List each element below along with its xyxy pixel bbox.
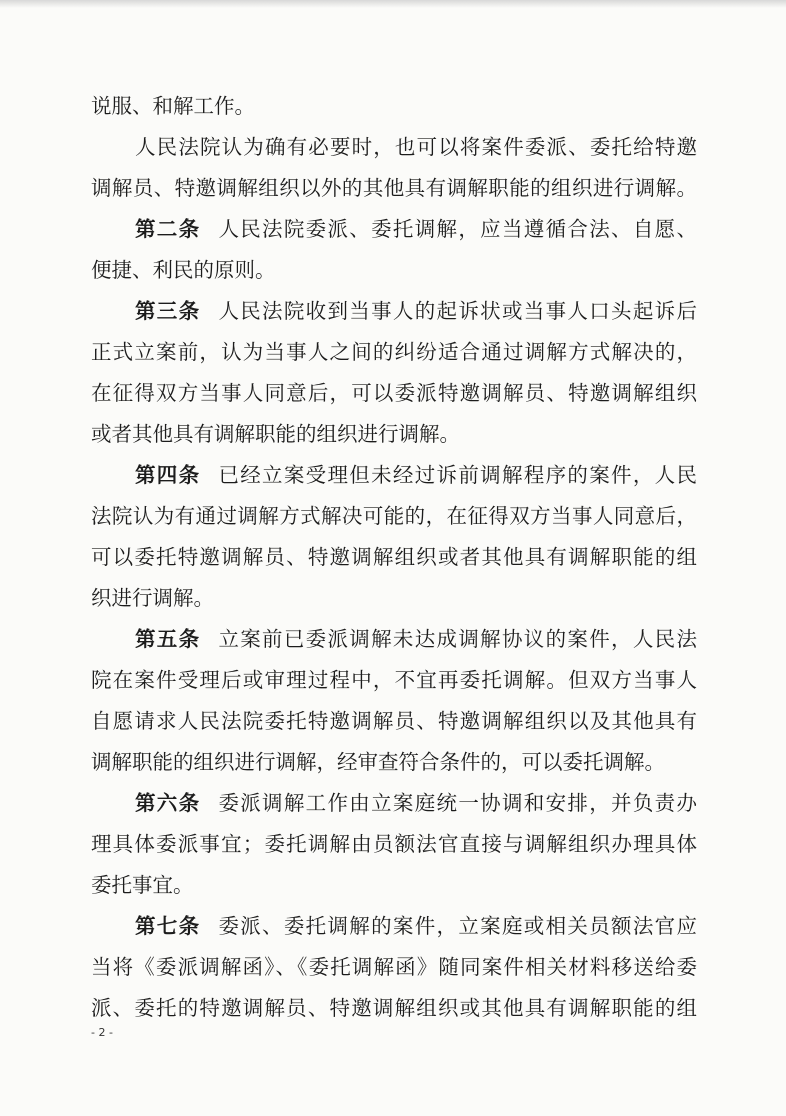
page-number: - 2 - (91, 1026, 113, 1039)
article-line: 第三条 人民法院收到当事人的起诉状或当事人口头起诉后 (135, 299, 697, 323)
text-line: 自愿请求人民法院委托特邀调解员、特邀调解组织以及其他具有 (91, 709, 697, 733)
text-line: 理具体委派事宜；委托调解由员额法官直接与调解组织办理具体 (91, 832, 697, 856)
text-line: 法院认为有通过调解方式解决可能的，在征得双方当事人同意后， (91, 504, 697, 528)
article-line: 第五条 立案前已委派调解未达成调解协议的案件，人民法 (135, 627, 697, 651)
text-line: 人民法院认为确有必要时，也可以将案件委派、委托给特邀 (135, 135, 697, 159)
text-line: 院在案件受理后或审理过程中，不宜再委托调解。但双方当事人 (91, 668, 697, 692)
scan-top-edge (0, 0, 786, 8)
article-line: 第六条 委派调解工作由立案庭统一协调和安排，并负责办 (135, 791, 697, 815)
article-line: 第四条 已经立案受理但未经过诉前调解程序的案件，人民 (135, 463, 697, 487)
text-line: 调解员、特邀调解组织以外的其他具有调解职能的组织进行调解。 (91, 176, 697, 200)
article-line: 第二条 人民法院委派、委托调解，应当遵循合法、自愿、 (135, 217, 697, 241)
article-heading: 第五条 (135, 627, 201, 651)
text-line: 派、委托的特邀调解员、特邀调解组织或其他具有调解职能的组 (91, 996, 697, 1020)
text-line: 便捷、利民的原则。 (91, 258, 276, 282)
text-line: 正式立案前，认为当事人之间的纠纷适合通过调解方式解决的， (91, 340, 697, 364)
text-line: 调解职能的组织进行调解，经审查符合条件的，可以委托调解。 (91, 750, 665, 774)
article-heading: 第四条 (135, 463, 201, 487)
article-heading: 第二条 (135, 217, 201, 241)
text-line: 说服、和解工作。 (91, 94, 255, 118)
text-line: 当将《委派调解函》、《委托调解函》随同案件相关材料移送给委 (91, 955, 697, 979)
article-heading: 第三条 (135, 299, 201, 323)
text-line: 在征得双方当事人同意后，可以委派特邀调解员、特邀调解组织 (91, 381, 697, 405)
article-line: 第七条 委派、委托调解的案件，立案庭或相关员额法官应 (135, 914, 697, 938)
text-line: 织进行调解。 (91, 586, 214, 610)
text-line: 委托事宜。 (91, 873, 194, 897)
article-heading: 第七条 (135, 914, 201, 938)
article-heading: 第六条 (135, 791, 201, 815)
text-line: 或者其他具有调解职能的组织进行调解。 (91, 422, 460, 446)
text-line: 可以委托特邀调解员、特邀调解组织或者其他具有调解职能的组 (91, 545, 697, 569)
